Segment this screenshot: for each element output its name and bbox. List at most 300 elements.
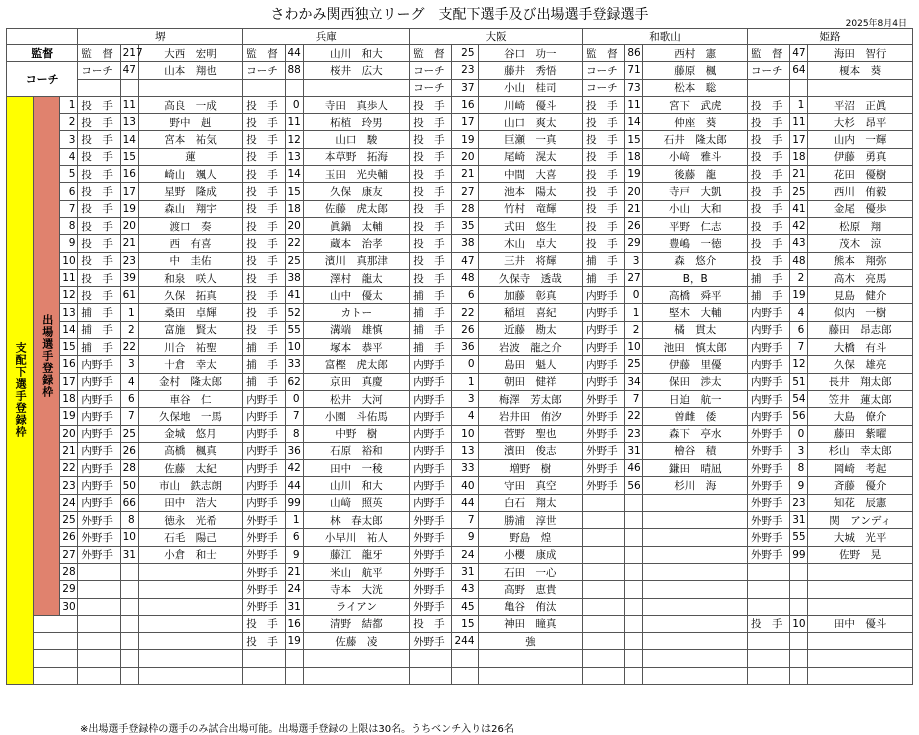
player-position: 投 手	[410, 131, 452, 148]
player-name: 石田 一心	[478, 563, 583, 580]
player-name	[643, 615, 748, 632]
player-number: 35	[452, 217, 478, 234]
corner-cell	[7, 29, 78, 45]
player-name: 佐野 晃	[808, 546, 913, 563]
player-name	[478, 650, 583, 667]
player-name: 濱川 真那津	[303, 252, 410, 269]
player-number: 31	[452, 563, 478, 580]
player-number: 11	[285, 114, 303, 131]
player-number: 51	[790, 373, 808, 390]
player-number: 10	[790, 615, 808, 632]
player-position: 内野手	[410, 373, 452, 390]
player-number: 20	[452, 148, 478, 165]
player-number: 15	[120, 148, 138, 165]
player-number: 31	[120, 546, 138, 563]
player-number: 29	[625, 235, 643, 252]
player-position: 投 手	[748, 148, 790, 165]
player-row	[7, 235, 913, 252]
player-name: 渡口 奏	[138, 217, 243, 234]
player-position: 内野手	[748, 373, 790, 390]
player-name: 池本 陽太	[478, 183, 583, 200]
player-number: 27	[452, 183, 478, 200]
player-name: 崎山 颯人	[138, 166, 243, 183]
player-number: 22	[625, 408, 643, 425]
row-number: 25	[60, 512, 78, 529]
player-name: 山﨑 照英	[303, 494, 410, 511]
player-row	[7, 356, 913, 373]
player-name: 森山 翔宇	[138, 200, 243, 217]
player-number: 27	[625, 269, 643, 286]
manager-number: 44	[285, 45, 303, 62]
player-position: 投 手	[410, 252, 452, 269]
player-position: 内野手	[410, 477, 452, 494]
player-row	[7, 598, 913, 615]
player-number: 3	[452, 390, 478, 407]
player-position: 内野手	[583, 304, 625, 321]
player-name: 神田 瞳真	[478, 615, 583, 632]
coach-position: コーチ	[410, 79, 452, 96]
player-number: 17	[790, 131, 808, 148]
player-number: 18	[285, 200, 303, 217]
row-number: 21	[60, 442, 78, 459]
player-number: 36	[285, 442, 303, 459]
row-number: 28	[60, 563, 78, 580]
player-name: 大島 僚介	[808, 408, 913, 425]
player-number: 15	[625, 131, 643, 148]
player-row	[7, 183, 913, 200]
row-number: 18	[60, 390, 78, 407]
player-position: 内野手	[410, 408, 452, 425]
player-name: 市山 鉄志朗	[138, 477, 243, 494]
player-name: 清野 結都	[303, 615, 410, 632]
player-number: 9	[790, 477, 808, 494]
player-name: 眞鍋 太輔	[303, 217, 410, 234]
player-number: 6	[790, 321, 808, 338]
player-name	[138, 650, 243, 667]
player-number: 4	[120, 373, 138, 390]
roster-inner-label: 出場選手登録枠	[34, 96, 60, 615]
footer-note: ※出場選手登録枠の選手のみ試合出場可能。出場選手登録の上限は30名。うちベンチ入りは26名	[80, 724, 514, 735]
player-position: 内野手	[78, 390, 120, 407]
player-number	[625, 529, 643, 546]
player-name: 米山 航平	[303, 563, 410, 580]
manager-position: 監 督	[243, 45, 285, 62]
player-position	[748, 667, 790, 684]
player-position: 外野手	[583, 460, 625, 477]
player-position: 内野手	[243, 477, 285, 494]
player-name: 守田 真空	[478, 477, 583, 494]
player-number	[625, 546, 643, 563]
player-name: 似内 一樹	[808, 304, 913, 321]
player-name: 小倉 和士	[138, 546, 243, 563]
player-name: 西 有喜	[138, 235, 243, 252]
player-position	[583, 598, 625, 615]
team-header: 姫路	[748, 29, 913, 45]
player-name: 田中 優斗	[808, 615, 913, 632]
coach-name	[303, 79, 410, 96]
player-position: 内野手	[583, 339, 625, 356]
coach-number: 47	[120, 62, 138, 79]
player-number: 48	[790, 252, 808, 269]
player-position	[583, 494, 625, 511]
player-position: 外野手	[78, 512, 120, 529]
coach-name	[808, 79, 913, 96]
player-number	[120, 667, 138, 684]
row-number: 5	[60, 166, 78, 183]
player-number: 23	[625, 425, 643, 442]
player-position: 投 手	[748, 131, 790, 148]
player-position: 投 手	[78, 269, 120, 286]
player-name: 木山 卓大	[478, 235, 583, 252]
player-position	[78, 633, 120, 650]
player-position: 投 手	[583, 114, 625, 131]
player-number: 43	[452, 581, 478, 598]
player-name: 見島 健介	[808, 287, 913, 304]
coach-row	[7, 79, 913, 96]
player-number: 38	[452, 235, 478, 252]
player-name: 寺田 真歩人	[303, 96, 410, 113]
player-number: 7	[790, 339, 808, 356]
player-name	[643, 598, 748, 615]
coach-position: コーチ	[583, 62, 625, 79]
player-position: 内野手	[243, 460, 285, 477]
player-position: 投 手	[78, 252, 120, 269]
row-number: 6	[60, 183, 78, 200]
manager-name: 西村 憲	[643, 45, 748, 62]
player-position	[748, 581, 790, 598]
player-number	[625, 650, 643, 667]
player-row	[7, 200, 913, 217]
player-row	[7, 252, 913, 269]
player-position: 外野手	[243, 512, 285, 529]
player-number: 14	[625, 114, 643, 131]
player-number: 12	[285, 131, 303, 148]
player-position: 投 手	[243, 269, 285, 286]
player-name	[808, 563, 913, 580]
row-number: 22	[60, 460, 78, 477]
player-name: 松原 翔	[808, 217, 913, 234]
player-name: 京田 真慶	[303, 373, 410, 390]
player-position: 外野手	[78, 529, 120, 546]
player-number: 16	[452, 96, 478, 113]
player-number	[625, 563, 643, 580]
player-position	[243, 667, 285, 684]
player-position	[583, 512, 625, 529]
player-number: 0	[790, 425, 808, 442]
player-name: 梅澤 芳太郎	[478, 390, 583, 407]
player-number: 18	[625, 148, 643, 165]
player-name: 豊嶋 一徳	[643, 235, 748, 252]
player-name: 星野 隆成	[138, 183, 243, 200]
player-name	[643, 529, 748, 546]
row-number: 2	[60, 114, 78, 131]
player-number: 2	[120, 321, 138, 338]
player-name: 久保 雄亮	[808, 356, 913, 373]
player-number: 24	[452, 546, 478, 563]
coach-number: 73	[625, 79, 643, 96]
player-position: 投 手	[78, 131, 120, 148]
player-position: 外野手	[78, 546, 120, 563]
player-number: 20	[120, 217, 138, 234]
blank-cell	[34, 667, 78, 684]
player-name: 久保寺 透哉	[478, 269, 583, 286]
player-position: 投 手	[243, 287, 285, 304]
player-position	[583, 529, 625, 546]
player-name: 勝浦 淳世	[478, 512, 583, 529]
row-number: 9	[60, 235, 78, 252]
player-position: 外野手	[748, 425, 790, 442]
player-number: 34	[625, 373, 643, 390]
player-position: 投 手	[583, 200, 625, 217]
player-name: 金尾 優歩	[808, 200, 913, 217]
row-number: 10	[60, 252, 78, 269]
player-number	[625, 512, 643, 529]
player-position: 投 手	[243, 166, 285, 183]
player-name: 溝端 雄慎	[303, 321, 410, 338]
player-number: 3	[120, 356, 138, 373]
player-name: 田中 一稜	[303, 460, 410, 477]
player-position: 内野手	[748, 321, 790, 338]
player-position: 捕 手	[78, 304, 120, 321]
player-position: 内野手	[410, 356, 452, 373]
player-name	[138, 633, 243, 650]
player-number: 13	[120, 114, 138, 131]
player-number: 22	[120, 339, 138, 356]
player-name: 強	[478, 633, 583, 650]
coach-name: 山本 翔也	[138, 62, 243, 79]
player-number: 19	[452, 131, 478, 148]
player-name: 高木 亮馬	[808, 269, 913, 286]
player-number: 25	[790, 183, 808, 200]
player-name: 玉田 光央輔	[303, 166, 410, 183]
player-number: 4	[452, 408, 478, 425]
player-position: 投 手	[78, 166, 120, 183]
player-name: 川崎 優斗	[478, 96, 583, 113]
player-position: 外野手	[410, 598, 452, 615]
player-number: 20	[285, 217, 303, 234]
player-name: カトー	[303, 304, 410, 321]
player-number: 18	[790, 148, 808, 165]
player-number	[452, 667, 478, 684]
player-position: 内野手	[78, 425, 120, 442]
coach-number	[120, 79, 138, 96]
player-number	[625, 494, 643, 511]
player-position: 投 手	[78, 200, 120, 217]
player-name: 久保地 一馬	[138, 408, 243, 425]
row-number: 11	[60, 269, 78, 286]
player-position: 内野手	[583, 287, 625, 304]
player-number: 66	[120, 494, 138, 511]
player-name	[643, 546, 748, 563]
player-name: 朝田 健祥	[478, 373, 583, 390]
player-name: 杉山 幸太郎	[808, 442, 913, 459]
player-name: 藤田 紫曜	[808, 425, 913, 442]
player-position: 内野手	[748, 356, 790, 373]
player-name: 岩井田 侑汐	[478, 408, 583, 425]
player-position: 外野手	[748, 546, 790, 563]
player-position	[78, 615, 120, 632]
player-number: 21	[452, 166, 478, 183]
player-position: 内野手	[410, 425, 452, 442]
player-position: 捕 手	[243, 339, 285, 356]
player-position: 投 手	[748, 235, 790, 252]
row-number: 24	[60, 494, 78, 511]
player-number: 21	[790, 166, 808, 183]
player-position: 内野手	[410, 390, 452, 407]
player-position: 投 手	[583, 96, 625, 113]
player-number: 14	[120, 131, 138, 148]
player-position: 内野手	[410, 442, 452, 459]
player-name: 関 アンディ	[808, 512, 913, 529]
player-number: 16	[285, 615, 303, 632]
player-number: 52	[285, 304, 303, 321]
player-position: 内野手	[78, 373, 120, 390]
player-number: 26	[120, 442, 138, 459]
player-name: 野島 煌	[478, 529, 583, 546]
player-position: 内野手	[748, 390, 790, 407]
player-number: 6	[285, 529, 303, 546]
player-position: 投 手	[410, 183, 452, 200]
player-name: 濱田 俊志	[478, 442, 583, 459]
player-name: 式田 悠生	[478, 217, 583, 234]
player-number: 33	[452, 460, 478, 477]
player-number: 12	[790, 356, 808, 373]
player-number: 7	[120, 408, 138, 425]
player-row	[7, 287, 913, 304]
player-name: 桑田 卓輝	[138, 304, 243, 321]
player-name: 竹村 竜輝	[478, 200, 583, 217]
player-position: 捕 手	[583, 269, 625, 286]
player-name: 藤江 龍牙	[303, 546, 410, 563]
player-number: 31	[790, 512, 808, 529]
manager-number: 25	[452, 45, 478, 62]
player-position: 外野手	[748, 512, 790, 529]
coach-name: 榎本 葵	[808, 62, 913, 79]
player-number: 23	[790, 494, 808, 511]
player-name: 佐藤 凌	[303, 633, 410, 650]
player-number: 28	[120, 460, 138, 477]
player-position	[583, 563, 625, 580]
player-name: 熊本 翔弥	[808, 252, 913, 269]
player-number	[452, 650, 478, 667]
row-number: 13	[60, 304, 78, 321]
roster-table	[6, 28, 913, 685]
player-name	[643, 650, 748, 667]
player-number: 1	[790, 96, 808, 113]
player-row	[7, 131, 913, 148]
coach-row	[7, 62, 913, 79]
player-name: 寺本 大洸	[303, 581, 410, 598]
player-name: 石井 隆太郎	[643, 131, 748, 148]
player-name	[808, 633, 913, 650]
player-number	[625, 615, 643, 632]
player-number: 10	[452, 425, 478, 442]
player-position: 外野手	[748, 477, 790, 494]
manager-number: 86	[625, 45, 643, 62]
player-position: 投 手	[583, 217, 625, 234]
player-name: 山中 優太	[303, 287, 410, 304]
player-position: 内野手	[78, 442, 120, 459]
row-number: 16	[60, 356, 78, 373]
player-name: ライアン	[303, 598, 410, 615]
player-number: 55	[285, 321, 303, 338]
player-position: 内野手	[410, 494, 452, 511]
player-name	[643, 667, 748, 684]
player-position	[410, 667, 452, 684]
player-position: 外野手	[410, 563, 452, 580]
player-number: 1	[120, 304, 138, 321]
blank-cell	[34, 650, 78, 667]
player-position: 内野手	[243, 408, 285, 425]
player-number: 56	[625, 477, 643, 494]
player-name: 橘 貫太	[643, 321, 748, 338]
player-position: 捕 手	[410, 287, 452, 304]
player-name: 川合 祐聖	[138, 339, 243, 356]
player-position: 投 手	[410, 615, 452, 632]
player-position: 投 手	[410, 217, 452, 234]
player-number: 0	[625, 287, 643, 304]
player-position: 投 手	[748, 114, 790, 131]
player-number: 25	[625, 356, 643, 373]
player-name: 松井 大河	[303, 390, 410, 407]
player-number: 0	[285, 96, 303, 113]
player-number: 2	[625, 321, 643, 338]
player-position	[583, 633, 625, 650]
coach-position: コーチ	[243, 62, 285, 79]
player-name: 車谷 仁	[138, 390, 243, 407]
player-name: 高野 恵貴	[478, 581, 583, 598]
player-number: 45	[452, 598, 478, 615]
player-name: 山内 一輝	[808, 131, 913, 148]
player-name: 富樫 虎太郎	[303, 356, 410, 373]
player-position	[78, 598, 120, 615]
player-position: 捕 手	[410, 321, 452, 338]
player-name: 尾崎 滉太	[478, 148, 583, 165]
player-position	[748, 598, 790, 615]
player-name	[643, 494, 748, 511]
player-number: 62	[285, 373, 303, 390]
player-position: 投 手	[583, 131, 625, 148]
player-name: 平沼 正眞	[808, 96, 913, 113]
player-number: 8	[285, 425, 303, 442]
player-number: 19	[790, 287, 808, 304]
player-number: 25	[120, 425, 138, 442]
player-row	[7, 408, 913, 425]
player-number: 1	[452, 373, 478, 390]
player-position: 内野手	[78, 494, 120, 511]
player-number: 4	[790, 304, 808, 321]
player-number: 31	[625, 442, 643, 459]
player-position: 内野手	[410, 460, 452, 477]
player-name: 近藤 勘太	[478, 321, 583, 338]
player-position: 投 手	[243, 633, 285, 650]
player-position: 投 手	[583, 166, 625, 183]
player-row	[7, 96, 913, 113]
player-number: 15	[452, 615, 478, 632]
player-number: 19	[625, 166, 643, 183]
player-position	[583, 581, 625, 598]
player-position: 内野手	[78, 477, 120, 494]
player-number: 10	[120, 529, 138, 546]
player-number: 14	[285, 166, 303, 183]
player-position: 投 手	[243, 200, 285, 217]
player-name: 岡崎 考起	[808, 460, 913, 477]
player-position	[748, 563, 790, 580]
player-row	[7, 494, 913, 511]
player-row	[7, 581, 913, 598]
player-number: 36	[452, 339, 478, 356]
player-position: 外野手	[748, 494, 790, 511]
